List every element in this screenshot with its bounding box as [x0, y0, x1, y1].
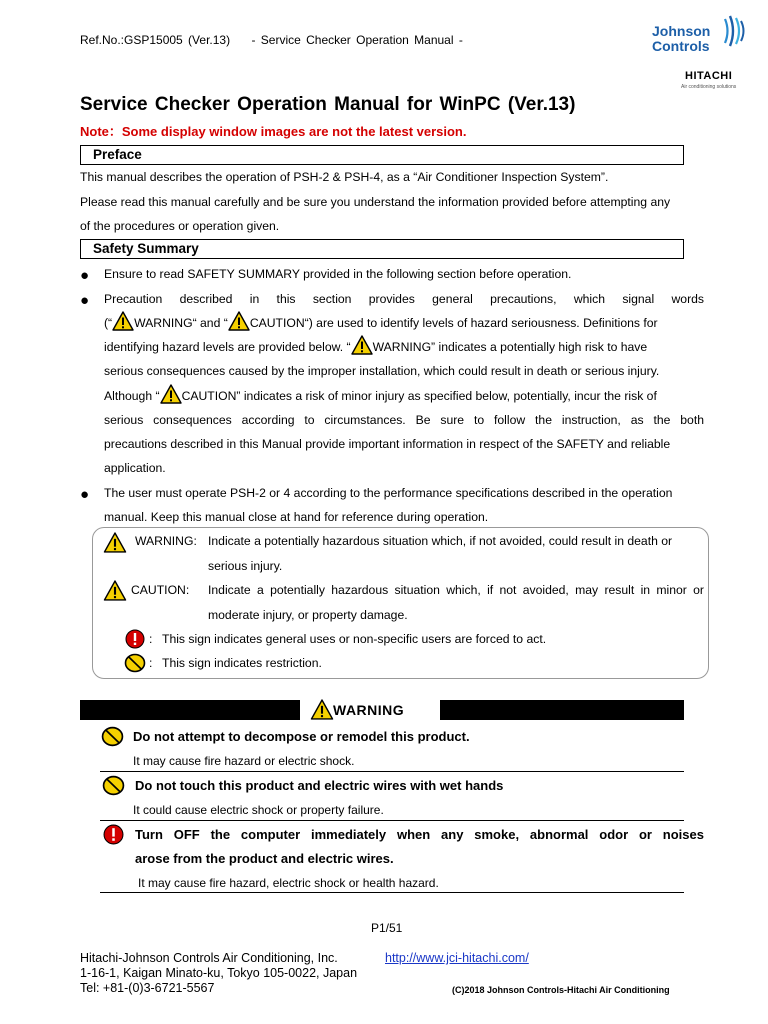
johnson-controls-logo	[652, 24, 710, 54]
legend-caution-def-2: moderate injury, or property damage.	[208, 608, 408, 622]
footer-address: 1-16-1, Kaigan Minato-ku, Tokyo 105-0022, Japan	[80, 966, 358, 980]
warning-triangle-icon	[351, 335, 373, 355]
warning-triangle-icon	[310, 699, 334, 720]
version-note: Note：Some display window images are not the latest version.	[80, 124, 467, 139]
legend-warning-term: WARNING:	[135, 534, 197, 548]
safety-bullet-3-line-1: The user must operate PSH-2 or 4 according to the performance specifications described in the operation	[104, 486, 673, 500]
preface-heading: Preface	[93, 147, 142, 162]
legend-caution-def-1: Indicate a potentially hazardous situation which, if not avoided, may result in minor or	[208, 583, 704, 597]
warning-heading: WARNING	[333, 702, 405, 718]
johnson-controls-mark-icon	[722, 13, 748, 49]
caution-triangle-icon	[103, 580, 127, 601]
warning-bar-right	[440, 700, 684, 720]
safety-heading: Safety Summary	[93, 241, 199, 256]
caution-triangle-icon	[228, 311, 250, 331]
text-segment: Although “	[104, 389, 160, 403]
footer-copyright: (C)2018 Johnson Controls-Hitachi Air Conditioning	[452, 985, 670, 995]
warning-item-3-title-line-2: arose from the product and electric wires.	[135, 851, 394, 866]
safety-bullet-2-line-7: precautions described in this Manual provide important information in respect of the SAFETY and reliable	[104, 437, 671, 451]
footer-telephone: Tel: +81-(0)3-6721-5567	[80, 981, 215, 995]
legend-warning-def-1: Indicate a potentially hazardous situation which, if not avoided, could result in death or	[208, 534, 673, 548]
quote-open: (“	[104, 316, 113, 330]
warning-item-3-title-line-1: Turn OFF the computer immediately when any smoke, abnormal odor or noises	[135, 827, 704, 842]
legend-warning-def-2: serious injury.	[208, 559, 283, 573]
warning-triangle-icon	[103, 532, 127, 553]
bullet-dot-3: ●	[80, 486, 90, 503]
page-number: P1/51	[371, 921, 403, 935]
legend-restriction-text: This sign indicates restriction.	[162, 656, 322, 670]
hitachi-tagline: Air conditioning solutions	[681, 84, 737, 90]
legend-colon: :	[149, 632, 153, 646]
divider	[100, 892, 684, 893]
safety-bullet-1: Ensure to read SAFETY SUMMARY provided in the following section before operation.	[104, 267, 572, 281]
brand-line2: Controls	[652, 38, 710, 54]
bullet-dot-1: ●	[80, 267, 90, 284]
mandatory-action-icon	[125, 629, 145, 649]
preface-line-2: Please read this manual carefully and be sure you understand the information provided before attempting any	[80, 195, 671, 209]
footer-company: Hitachi-Johnson Controls Air Conditioning, Inc.	[80, 951, 338, 965]
text-segment: WARNING” indicates a potentially high risk to have	[372, 340, 648, 354]
doc-name: - Service Checker Operation Manual -	[251, 33, 463, 47]
ref-number: Ref.No.:GSP15005 (Ver.13)	[80, 33, 231, 47]
header-reference	[80, 33, 463, 47]
warning-item-3-detail: It may cause fire hazard, electric shock or health hazard.	[138, 876, 439, 890]
safety-bullet-2-line-4: serious consequences caused by the improper installation, which could result in death or serious injury.	[104, 364, 660, 378]
prohibition-icon	[102, 775, 125, 796]
mandatory-action-icon	[103, 824, 124, 845]
caution-triangle-icon	[160, 384, 182, 404]
preface-heading-box	[80, 145, 684, 165]
legend-caution-term: CAUTION:	[131, 583, 190, 597]
warning-item-1-detail: It may cause fire hazard or electric shock.	[133, 754, 355, 768]
divider	[100, 771, 684, 772]
safety-heading-box	[80, 239, 684, 259]
safety-bullet-2-line-6: serious consequences according to circumstances. Be sure to follow the instruction, as the both	[104, 413, 704, 427]
footer-website-link[interactable]: http://www.jci-hitachi.com/	[385, 951, 529, 965]
safety-bullet-2-line-3	[104, 335, 704, 359]
safety-bullet-2-line-2	[104, 311, 704, 335]
page-title: Service Checker Operation Manual for WinPC (Ver.13)	[80, 94, 576, 115]
warning-item-2-detail: It could cause electric shock or property failure.	[133, 803, 384, 817]
caution-word: CAUTION“) are used to identify levels of hazard seriousness. Definitions for	[249, 316, 658, 330]
bullet-dot-2: ●	[80, 292, 90, 309]
legend-mandatory-text: This sign indicates general uses or non-specific users are forced to act.	[162, 632, 547, 646]
warning-word: WARNING“ and “	[134, 316, 228, 330]
safety-bullet-3-line-2: manual. Keep this manual close at hand for reference during operation.	[104, 510, 489, 524]
safety-bullet-2-line-8: application.	[104, 461, 166, 475]
divider	[100, 820, 684, 821]
warning-bar-left	[80, 700, 300, 720]
legend-colon: :	[149, 656, 153, 670]
safety-bullet-2-line-5	[104, 384, 704, 408]
warning-triangle-icon	[112, 311, 134, 331]
brand-line1: Johnson	[652, 23, 711, 39]
prohibition-icon	[124, 653, 146, 673]
preface-line-3: of the procedures or operation given.	[80, 219, 280, 233]
text-segment: CAUTION” indicates a risk of minor injury as specified below, potentially, incur the risk of	[181, 389, 657, 403]
prohibition-icon	[101, 726, 124, 747]
warning-item-2-title: Do not touch this product and electric wires with wet hands	[135, 778, 504, 793]
text-segment: identifying hazard levels are provided below. “	[104, 340, 351, 354]
hitachi-logo: HITACHI	[685, 70, 733, 82]
preface-line-1: This manual describes the operation of PSH-2 & PSH-4, as a “Air Conditioner Inspection System”.	[80, 170, 609, 184]
warning-item-1-title: Do not attempt to decompose or remodel this product.	[133, 729, 470, 744]
safety-bullet-2-line-1: Precaution described in this section provides general precautions, which signal words	[104, 292, 704, 306]
